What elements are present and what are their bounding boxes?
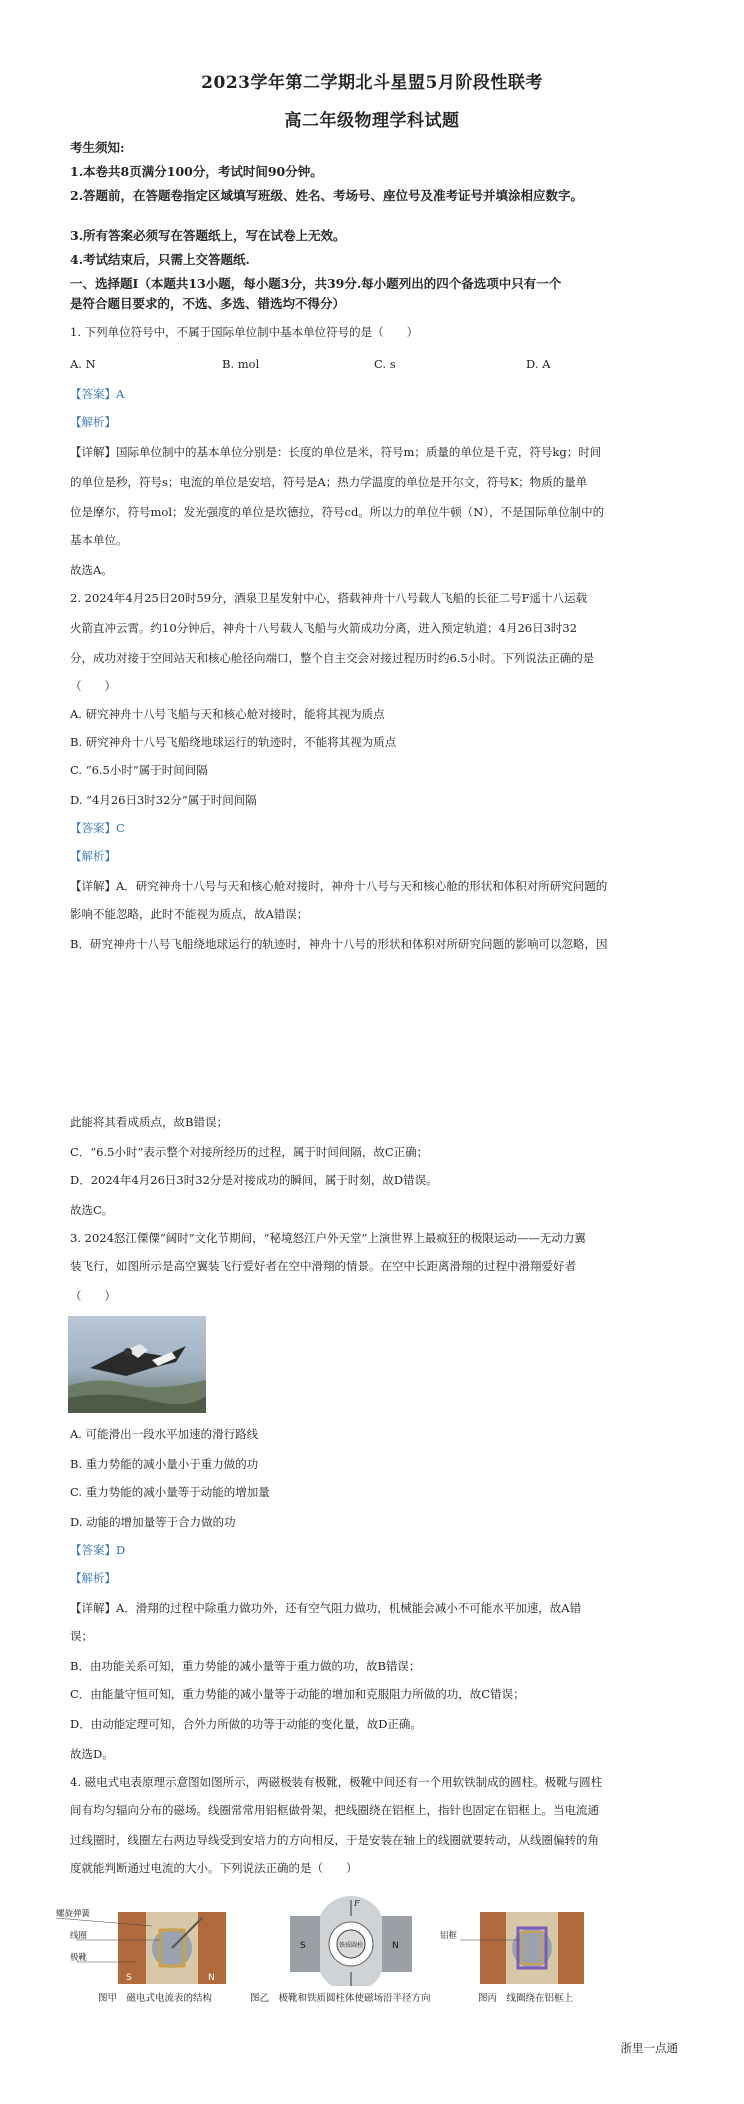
caption-fig-c: 图丙 线圈绕在铝框上 — [478, 1993, 574, 2004]
notice-item-3: 3.所有答案必须写在答题纸上，写在试卷上无效。 — [70, 228, 346, 243]
exam-title: 2023学年第二学期北斗星盟5月阶段性联考 — [201, 73, 543, 93]
q1-detail-line: 位是摩尔，符号mol；发光强度的单位是坎德拉，符号cd。所以力的单位牛顿（N），不是国际单位制中的 — [70, 505, 605, 519]
q2-stem-line: 2. 2024年4月25日20时59分，酒泉卫星发射中心，搭载神舟十八号载人飞船的长征二号F遥十八运载 — [70, 591, 588, 605]
caption-fig-b: 图乙 极靴和铁质圆柱体使磁场沿半径方向 — [250, 1993, 431, 2004]
fig-label-spring: 螺旋弹簧 — [56, 1909, 91, 1919]
q3-option-c: C. 重力势能的减小量等于动能的增加量 — [70, 1485, 270, 1499]
q3-detail-line: 【详解】A．滑翔的过程中除重力做功外，还有空气阻力做功，机械能会减小不可能水平加速，故A错 — [70, 1601, 582, 1615]
q1-option-b: B. mol — [222, 357, 260, 371]
fig-label-s: S — [126, 1973, 132, 1983]
wingsuit-photo — [68, 1316, 206, 1413]
figure-radial-field — [286, 1896, 416, 1980]
q2-stem-line: （ ） — [70, 679, 116, 693]
exam-subtitle: 高二年级物理学科试题 — [284, 111, 460, 131]
figure-aluminum-frame — [440, 1904, 590, 1988]
q3-option-a: A. 可能滑出一段水平加速的滑行路线 — [70, 1427, 259, 1441]
q3-detail-line: D．由动能定理可知，合外力所做的功等于动能的变化量，故D正确。 — [70, 1717, 422, 1731]
notice-item-2: 2.答题前，在答题卷指定区域填写班级、姓名、考场号、座位号及准考证号并填涂相应数字。 — [70, 188, 584, 203]
section-heading-line2: 是符合题目要求的，不选、多选、错选均不得分） — [70, 296, 346, 311]
q1-stem: 1. 下列单位符号中，不属于国际单位制中基本单位符号的是（ ） — [70, 325, 419, 339]
q3-conclusion: 故选D。 — [70, 1747, 114, 1761]
footer-watermark: 浙里一点通 — [620, 2041, 678, 2055]
fig-label-s: S — [300, 1941, 306, 1951]
q3-detail-line: B．由功能关系可知，重力势能的减小量等于重力做的功，故B错误； — [70, 1659, 421, 1673]
caption-fig-a: 图甲 磁电式电流表的结构 — [98, 1993, 213, 2004]
q3-stem-line: 装飞行，如图所示是高空翼装飞行爱好者在空中滑翔的情景。在空中长距离滑翔的过程中滑翔爱好者 — [70, 1259, 576, 1273]
fig-label-force: F — [354, 1899, 360, 1908]
q1-option-c: C. s — [374, 357, 396, 371]
q2-analysis-label: 【解析】 — [70, 849, 116, 863]
q2-conclusion: 故选C。 — [70, 1203, 114, 1217]
q2-detail-line: 影响不能忽略，此时不能视为质点，故A错误； — [70, 907, 309, 921]
section-heading-line1: 一、选择题I（本题共13小题，每小题3分，共39分.每小题列出的四个备选项中只有一个 — [70, 276, 562, 291]
q2-stem-line: 分，成功对接于空间站天和核心舱径向端口，整个自主交会对接过程历时约6.5小时。下列说法正确的是 — [70, 651, 595, 665]
q1-detail-line: 基本单位。 — [70, 533, 128, 547]
notice-item-4: 4.考试结束后，只需上交答题纸. — [70, 252, 250, 267]
q2-option-a: A. 研究神舟十八号飞船与天和核心舱对接时，能将其视为质点 — [70, 707, 385, 721]
q1-option-d: D. A — [526, 357, 551, 371]
figure-meter-structure — [56, 1904, 236, 1988]
q3-stem-line: （ ） — [70, 1289, 116, 1303]
q2-option-c: C. “6.5小时”属于时间间隔 — [70, 763, 208, 777]
fig-label-coil: 线圈 — [70, 1931, 88, 1941]
q1-conclusion: 故选A。 — [70, 563, 113, 577]
q2-answer: 【答案】C — [70, 821, 125, 835]
q4-stem-line: 4. 磁电式电表原理示意图如图所示，两磁极装有极靴，极靴中间还有一个用软铁制成的圆柱。极靴与圆柱 — [70, 1775, 603, 1789]
notice-item-1: 1.本卷共8页满分100分，考试时间90分钟。 — [70, 164, 323, 179]
notice-heading: 考生须知: — [70, 140, 125, 155]
fig-label-iron-core: 铁质圆柱 — [339, 1942, 364, 1949]
fig-label-al-frame: 铝框 — [440, 1931, 458, 1941]
q1-detail-line: 的单位是秒，符号s；电流的单位是安培，符号是A；热力学温度的单位是开尔文，符号K；物质的量单 — [70, 475, 588, 489]
q1-detail-line: 【详解】国际单位制中的基本单位分别是：长度的单位是米，符号m；质量的单位是千克，符号kg；时间 — [70, 445, 602, 459]
q2-detail-line: 【详解】A．研究神舟十八号与天和核心舱对接时，神舟十八号与天和核心舱的形状和体积对所研究问题的 — [70, 879, 608, 893]
q4-stem-line: 间有均匀辐向分布的磁场。线圈常常用铝框做骨架，把线圈绕在铝框上，指针也固定在铝框上。当电流通 — [70, 1803, 599, 1817]
q1-analysis-label: 【解析】 — [70, 415, 116, 429]
q3-option-b: B. 重力势能的减小量小于重力做的功 — [70, 1457, 259, 1471]
q4-stem-line: 度就能判断通过电流的大小。下列说法正确的是（ ） — [70, 1861, 358, 1875]
q3-stem-line: 3. 2024怒江傈僳“阔时”文化节期间，“秘境怒江户外天堂”上演世界上最疯狂的极限运动——无动力翼 — [70, 1231, 586, 1245]
q2-detail-line: B．研究神舟十八号飞船绕地球运行的轨迹时，神舟十八号的形状和体积对所研究问题的影响可以忽略，因 — [70, 937, 608, 951]
q2-detail-line: D．2024年4月26日3时32分是对接成功的瞬间，属于时刻，故D错误。 — [70, 1173, 438, 1187]
fig-label-n: N — [208, 1973, 215, 1983]
q2-stem-line: 火箭直冲云霄。约10分钟后，神舟十八号载人飞船与火箭成功分离，进入预定轨道；4月26日3时32 — [70, 621, 578, 635]
q3-detail-line: 误； — [70, 1629, 93, 1643]
q1-answer: 【答案】A — [70, 387, 125, 401]
q2-detail-line: 此能将其看成质点，故B错误； — [70, 1115, 228, 1129]
q3-option-d: D. 动能的增加量等于合力做的功 — [70, 1515, 236, 1529]
q3-analysis-label: 【解析】 — [70, 1571, 116, 1585]
q2-detail-line: C．“6.5小时”表示整个对接所经历的过程，属于时间间隔，故C正确； — [70, 1145, 429, 1159]
q3-detail-line: C．由能量守恒可知，重力势能的减小量等于动能的增加和克服阻力所做的功，故C错误； — [70, 1687, 525, 1701]
q2-option-b: B. 研究神舟十八号飞船绕地球运行的轨迹时，不能将其视为质点 — [70, 735, 397, 749]
fig-label-n: N — [392, 1941, 399, 1951]
q3-answer: 【答案】D — [70, 1543, 126, 1557]
q2-option-d: D. “4月26日3时32分”属于时间间隔 — [70, 793, 257, 807]
fig-label-pole-shoe: 极靴 — [70, 1953, 88, 1963]
q1-option-a: A. N — [70, 357, 96, 371]
q4-stem-line: 过线圈时，线圈左右两边导线受到安培力的方向相反，于是安装在轴上的线圈就要转动，从线圈偏转的角 — [70, 1833, 599, 1847]
